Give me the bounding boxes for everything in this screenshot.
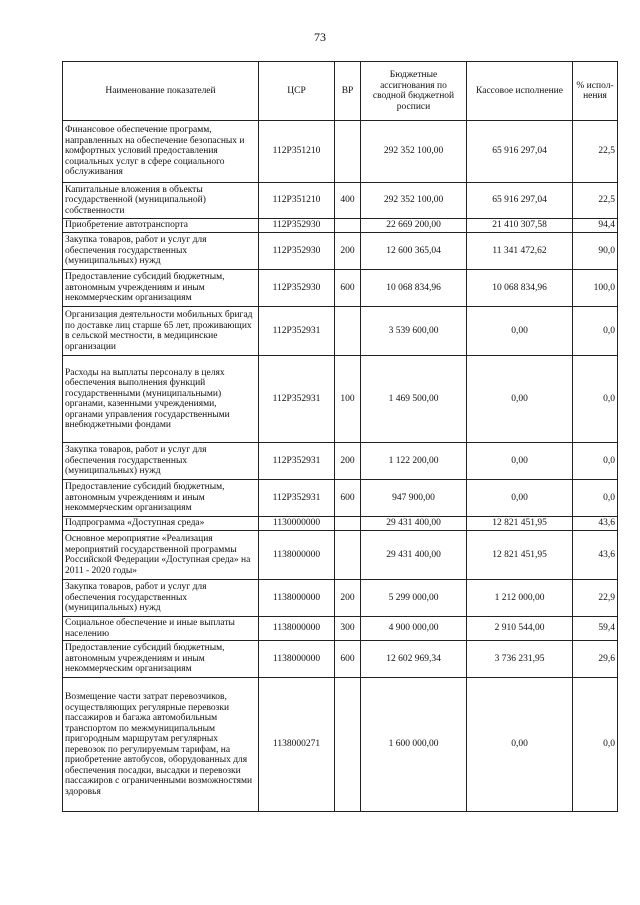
header-budget: Бюджетные ассигнования по сводной бюджетной росписи: [361, 62, 467, 121]
cell-name: Организация деятельности мобильных бригад по доставке лиц старше 65 лет, проживающих в сельской местности, в медицинские организации: [63, 307, 259, 356]
cell-cash: 0,00: [467, 678, 573, 812]
table-row: [63, 443, 618, 480]
cell-budget: 10 068 834,96: [361, 270, 467, 307]
table-row: [63, 517, 618, 531]
cell-budget: 292 352 100,00: [361, 183, 467, 219]
cell-budget: 29 431 400,00: [361, 517, 467, 531]
cell-vr: 600: [335, 270, 361, 307]
cell-pct: 43,6: [573, 517, 618, 531]
cell-vr: 200: [335, 443, 361, 480]
cell-pct: 0,0: [573, 443, 618, 480]
budget-execution-table: [62, 61, 618, 812]
table-row: [63, 307, 618, 356]
cell-csr: 1138000000: [259, 580, 335, 617]
cell-name: Закупка товаров, работ и услуг для обеспечения государственных (муниципальных) нужд: [63, 233, 259, 270]
table-header-row: [63, 62, 618, 121]
header-csr: ЦСР: [259, 62, 335, 121]
cell-csr: 112P351210: [259, 183, 335, 219]
cell-csr: 112P352930: [259, 219, 335, 233]
cell-budget: 1 600 000,00: [361, 678, 467, 812]
cell-cash: 2 910 544,00: [467, 617, 573, 641]
cell-csr: 1138000000: [259, 617, 335, 641]
header-cash: Кассовое исполнение: [467, 62, 573, 121]
cell-name: Закупка товаров, работ и услуг для обеспечения государственных (муниципальных) нужд: [63, 580, 259, 617]
table-row: [63, 617, 618, 641]
cell-cash: 12 821 451,95: [467, 517, 573, 531]
cell-vr: [335, 678, 361, 812]
cell-csr: 112P352931: [259, 443, 335, 480]
cell-name: Предоставление субсидий бюджетным, автономным учреждениям и иным некоммерческим организациям: [63, 641, 259, 678]
table-row: [63, 233, 618, 270]
cell-cash: 12 821 451,95: [467, 531, 573, 580]
cell-cash: 1 212 000,00: [467, 580, 573, 617]
cell-csr: 112P352931: [259, 480, 335, 517]
cell-csr: 1138000000: [259, 641, 335, 678]
cell-budget: 5 299 000,00: [361, 580, 467, 617]
cell-budget: 1 469 500,00: [361, 356, 467, 443]
cell-vr: [335, 307, 361, 356]
cell-budget: 3 539 600,00: [361, 307, 467, 356]
cell-pct: 22,5: [573, 183, 618, 219]
table-row: [63, 580, 618, 617]
cell-pct: 43,6: [573, 531, 618, 580]
cell-budget: 4 900 000,00: [361, 617, 467, 641]
cell-cash: 3 736 231,95: [467, 641, 573, 678]
cell-vr: 400: [335, 183, 361, 219]
header-name: Наименование показателей: [63, 62, 259, 121]
cell-pct: 0,0: [573, 307, 618, 356]
cell-vr: 200: [335, 580, 361, 617]
cell-csr: 1138000271: [259, 678, 335, 812]
cell-pct: 0,0: [573, 678, 618, 812]
header-pct: % испол-нения: [573, 62, 618, 121]
cell-budget: 12 602 969,34: [361, 641, 467, 678]
cell-csr: 112P351210: [259, 121, 335, 183]
cell-vr: 100: [335, 356, 361, 443]
cell-csr: 112P352931: [259, 356, 335, 443]
table-row: [63, 531, 618, 580]
cell-cash: 0,00: [467, 307, 573, 356]
table-row: [63, 121, 618, 183]
cell-csr: 112P352930: [259, 233, 335, 270]
cell-cash: 21 410 307,58: [467, 219, 573, 233]
cell-vr: [335, 531, 361, 580]
table-row: [63, 678, 618, 812]
cell-cash: 0,00: [467, 443, 573, 480]
cell-budget: 22 669 200,00: [361, 219, 467, 233]
cell-vr: 600: [335, 641, 361, 678]
cell-name: Социальное обеспечение и иные выплаты населению: [63, 617, 259, 641]
cell-cash: 11 341 472,62: [467, 233, 573, 270]
header-vr: ВР: [335, 62, 361, 121]
cell-name: Предоставление субсидий бюджетным, автономным учреждениям и иным некоммерческим организациям: [63, 480, 259, 517]
cell-vr: [335, 219, 361, 233]
cell-pct: 22,9: [573, 580, 618, 617]
table-row: [63, 356, 618, 443]
cell-cash: 0,00: [467, 480, 573, 517]
cell-pct: 94,4: [573, 219, 618, 233]
cell-budget: 29 431 400,00: [361, 531, 467, 580]
cell-csr: 1130000000: [259, 517, 335, 531]
cell-pct: 100,0: [573, 270, 618, 307]
cell-csr: 1138000000: [259, 531, 335, 580]
cell-name: Предоставление субсидий бюджетным, автономным учреждениям и иным некоммерческим организациям: [63, 270, 259, 307]
cell-vr: [335, 517, 361, 531]
cell-cash: 65 916 297,04: [467, 121, 573, 183]
cell-name: Приобретение автотранспорта: [63, 219, 259, 233]
table-row: [63, 480, 618, 517]
table-row: [63, 270, 618, 307]
cell-pct: 0,0: [573, 480, 618, 517]
cell-csr: 112P352931: [259, 307, 335, 356]
cell-vr: [335, 121, 361, 183]
cell-pct: 59,4: [573, 617, 618, 641]
cell-budget: 1 122 200,00: [361, 443, 467, 480]
cell-name: Расходы на выплаты персоналу в целях обеспечения выполнения функций государственными (муниципальными) органами, казенными учреждениями, органами управления государственными внебюджетными фондами: [63, 356, 259, 443]
cell-cash: 65 916 297,04: [467, 183, 573, 219]
cell-budget: 947 900,00: [361, 480, 467, 517]
table-row: [63, 183, 618, 219]
cell-name: Подпрограмма «Доступная среда»: [63, 517, 259, 531]
cell-pct: 29,6: [573, 641, 618, 678]
cell-name: Основное мероприятие «Реализация мероприятий государственной программы Российской Федерации «Доступная среда» на 2011 - 2020 годы»: [63, 531, 259, 580]
cell-budget: 292 352 100,00: [361, 121, 467, 183]
cell-name: Закупка товаров, работ и услуг для обеспечения государственных (муниципальных) нужд: [63, 443, 259, 480]
cell-vr: 600: [335, 480, 361, 517]
cell-name: Капитальные вложения в объекты государственной (муниципальной) собственности: [63, 183, 259, 219]
table-row: [63, 641, 618, 678]
table-row: [63, 219, 618, 233]
cell-cash: 0,00: [467, 356, 573, 443]
page-number: 73: [314, 30, 326, 44]
cell-pct: 0,0: [573, 356, 618, 443]
cell-vr: 300: [335, 617, 361, 641]
cell-csr: 112P352930: [259, 270, 335, 307]
cell-vr: 200: [335, 233, 361, 270]
cell-budget: 12 600 365,04: [361, 233, 467, 270]
cell-pct: 22,5: [573, 121, 618, 183]
cell-name: Финансовое обеспечение программ, направленных на обеспечение безопасных и комфортных условий предоставления социальных услуг в сфере социального обслуживания: [63, 121, 259, 183]
cell-cash: 10 068 834,96: [467, 270, 573, 307]
cell-pct: 90,0: [573, 233, 618, 270]
cell-name: Возмещение части затрат перевозчиков, осуществляющих регулярные перевозки пассажиров и багажа автомобильным транспортом по межмуниципальным пригородным маршрутам регулярных перевозок по регулируемым тарифам, на приобретение автобусов, оборудованных для обеспечения посадки, высадки и перевозки пассажиров с ограниченными возможностями здоровья: [63, 678, 259, 812]
